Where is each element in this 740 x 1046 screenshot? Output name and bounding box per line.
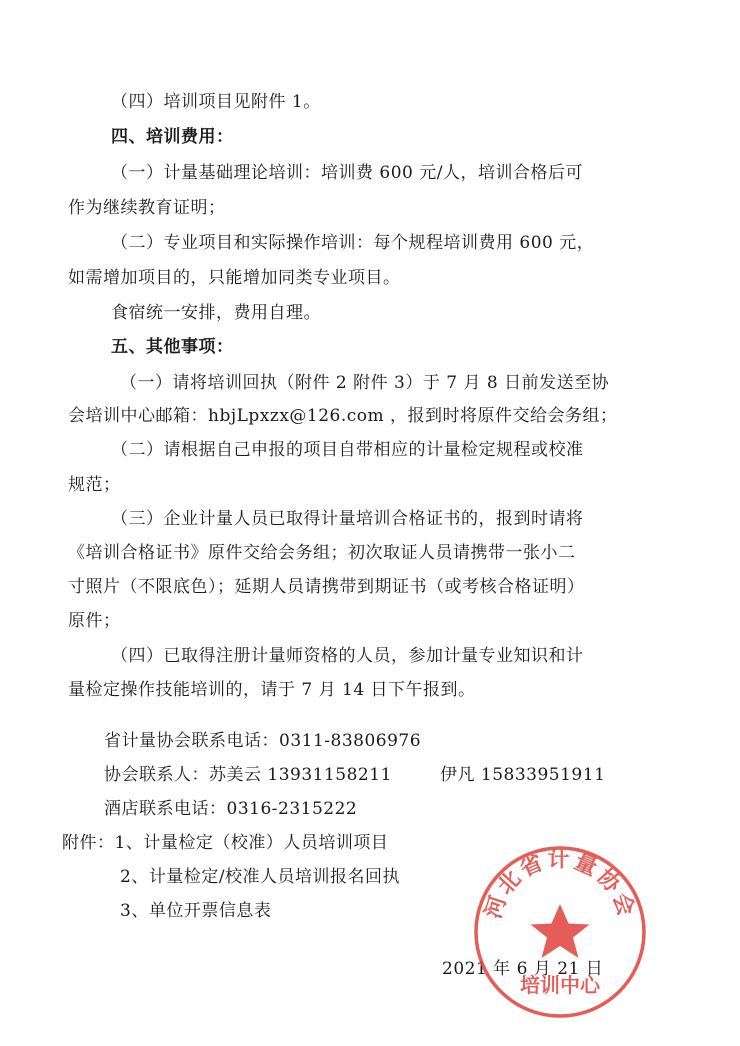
other-item-3: （三）企业计量人员已取得计量培训合格证书的，报到时请将 [111, 509, 584, 529]
contact-person-2: 伊凡 15833951911 [440, 765, 606, 785]
fee-item-1: （一）计量基础理论培训：培训费 600 元/人，培训合格后可 [111, 163, 583, 183]
seal-arc-text: 河北省计量协会 [481, 847, 639, 922]
other-item-1-email: 会培训中心邮箱：hbjLpxzx@126.com ，报到时将原件交给会务组； [68, 406, 618, 426]
fee-item-2-cont: 如需增加项目的，只能增加同类专业项目。 [68, 268, 401, 288]
association-phone: 省计量协会联系电话：0311-83806976 [104, 731, 422, 751]
hotel-phone: 酒店联系电话：0316-2315222 [104, 799, 358, 819]
other-item-4: （四）已取得注册计量师资格的人员，参加计量专业知识和计 [111, 646, 584, 666]
other-item-3-cont-2: 寸照片（不限底色）；延期人员请携带到期证书（或考核合格证明） [68, 577, 585, 597]
attachment-1: 附件：1、计量检定（校准）人员培训项目 [62, 833, 389, 853]
fee-item-1-cont: 作为继续教育证明； [68, 198, 226, 218]
fee-note: 食宿统一安排，费用自理。 [111, 303, 321, 323]
issue-date: 2021 年 6 月 21 日 [442, 959, 604, 979]
other-item-4-cont: 量检定操作技能培训的，请于 7 月 14 日下午报到。 [68, 680, 476, 700]
contact-person-1: 协会联系人：苏美云 13931158211 [104, 765, 392, 785]
section-heading-other: 五、其他事项： [111, 337, 234, 357]
official-seal [470, 842, 650, 1022]
fee-item-2: （二）专业项目和实际操作培训：每个规程培训费用 600 元， [111, 233, 595, 253]
attachment-3: 3、单位开票信息表 [120, 901, 272, 921]
other-item-2: （二）请根据自己申报的项目自带相应的计量检定规程或校准 [111, 440, 584, 460]
item-4-attachment: （四）培训项目见附件 1。 [111, 92, 321, 112]
other-item-3-cont-3: 原件； [68, 611, 121, 631]
star-icon [531, 904, 590, 958]
other-item-3-cont-1: 《培训合格证书》原件交给会务组；初次取证人员请携带一张小二 [68, 543, 576, 563]
section-heading-fees: 四、培训费用： [111, 127, 234, 147]
other-item-1: （一）请将培训回执（附件 2 附件 3）于 7 月 8 日前发送至协 [120, 373, 610, 393]
attachment-2: 2、计量检定/校准人员培训报名回执 [120, 867, 401, 887]
other-item-2-cont: 规范； [68, 475, 121, 495]
seal-bottom-text: 培训中心 [520, 973, 600, 997]
